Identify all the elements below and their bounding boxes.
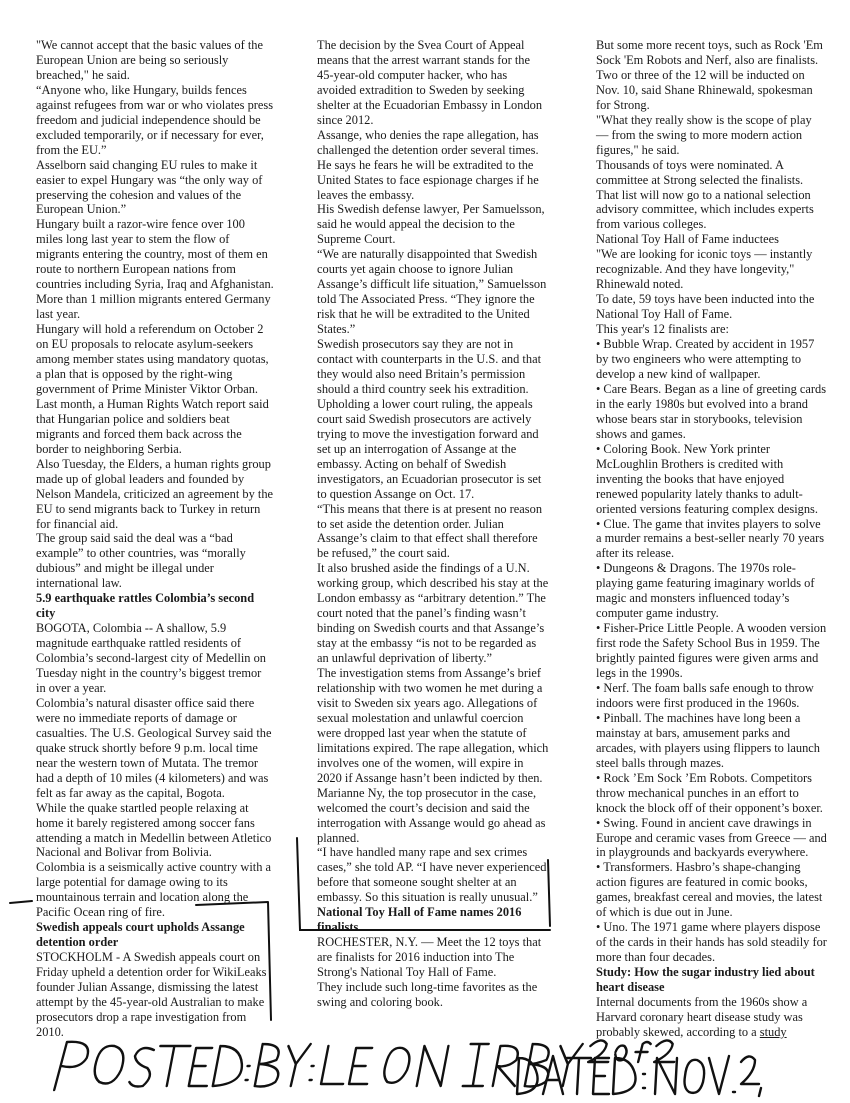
signature-date-scrawl xyxy=(515,1050,775,1100)
article-paragraph: Swedish prosecutors say they are not in contact with counterparts in the U.S. and that they would also need Britain’s permission should a third country seek his extradition. xyxy=(317,337,542,396)
article-paragraph: It also brushed aside the findings of a U.N. working group, which described his stay at the London embassy as “arbitrary detention.” The court noted that the panel’s finding wasn’t binding on Swedish courts and that Assange’s stay at the embassy “is not to be regarded as an unlawful deprivation of liberty.” xyxy=(317,561,549,666)
article-paragraph: Colombia is a seismically active country with a large potential for damage owing to its mountainous terrain and location along the Pacific Ocean ring of fire. xyxy=(36,860,272,920)
article-paragraph: The group said said the deal was a “bad example” to other countries, was “morally dubious” and might be illegal under international law. xyxy=(36,531,246,591)
article-column-2 xyxy=(317,38,549,1010)
article-paragraph: • Pinball. The machines have long been a mainstay at bars, amusement parks and arcades, with players using flippers to launch steel balls through mazes. xyxy=(596,710,820,770)
article-paragraph: But some more recent toys, such as Rock 'Em Sock 'Em Robots and Nerf, also are finalists. Two or three of the 12 will be inducted on Nov. 10, said Shane Rhinewald, spokesman for Strong. xyxy=(596,38,823,112)
article-headline: 5.9 earthquake rattles Colombia’s second city xyxy=(36,591,255,621)
article-paragraph: • Care Bears. Began as a line of greeting cards in the early 1980s but evolved into a brand whose bears star in storybooks, television shows and games. xyxy=(596,381,827,441)
article-paragraph: National Toy Hall of Fame inductees xyxy=(596,232,779,247)
article-headline: Study: How the sugar industry lied about heart disease xyxy=(596,965,815,995)
article-paragraph: "What they really show is the scope of play — from the swing to more modern action figures," he said. xyxy=(596,112,812,157)
article-headline: Swedish appeals court upholds Assange detention order xyxy=(36,920,245,950)
article-paragraph: Upholding a lower court ruling, the appeals court said Swedish prosecutors are actively trying to move the investigation forward and set up an interrogation of Assange at the embassy. Acting on behalf of Swedish investigators, an Ecuadorian prosecutor is set to question Assange on Oct. 17. xyxy=(317,396,542,501)
article-paragraph: To date, 59 toys have been inducted into the National Toy Hall of Fame. xyxy=(596,292,815,322)
article-column-3 xyxy=(596,38,827,1040)
article-paragraph: • Uno. The 1971 game where players dispose of the cards in their hands has sold steadily for more than four decades. xyxy=(596,920,827,965)
article-paragraph: Last month, a Human Rights Watch report said that Hungarian police and soldiers beat migrants and forced them back across the border to neighboring Serbia. xyxy=(36,396,269,456)
article-paragraph: • Fisher-Price Little People. A wooden version first rode the Safety School Bus in 1959. The brightly painted figures were given arms and legs in the 1990s. xyxy=(596,621,827,681)
article-paragraph: • Swing. Found in ancient cave drawings in Europe and ceramic vases from Greece — and in playgrounds and backyards everywhere. xyxy=(596,815,827,860)
article-paragraph: Colombia’s natural disaster office said there were no immediate reports of damage or casualties. The U.S. Geological Survey said the quake struck shortly before 9 p.m. local time near the western town of Mutata. The tremor had a depth of 10 miles (4 kilometers) and was felt as far away as the capital, Bogota. xyxy=(36,695,272,800)
article-paragraph: The investigation stems from Assange’s brief relationship with two women he met during a visit to Sweden six years ago. Allegations of sexual molestation and unlawful coercion were dropped last year when the statute of limitations expired. The rape allegation, which involves one of the women, will expire in 2020 if Assange hasn’t been indicted by then. xyxy=(317,666,549,785)
article-paragraph: Also Tuesday, the Elders, a human rights group made up of global leaders and founded by Nelson Mandela, criticized an agreement by the EU to send migrants back to Turkey in return for financial aid. xyxy=(36,456,274,531)
article-paragraph: While the quake startled people relaxing at home it barely registered among soccer fans attending a match in Medellin between Atletico Nacional and Bolivar from Bolivia. xyxy=(36,800,272,860)
article-paragraph: • Dungeons & Dragons. The 1970s role-playing game featuring imaginary worlds of magic and monsters influenced today’s computer game industry. xyxy=(596,561,815,621)
article-headline: National Toy Hall of Fame names 2016 finalists xyxy=(317,905,522,935)
article-column-1 xyxy=(36,38,274,1040)
article-paragraph: “I have handled many rape and sex crimes cases,” she told AP. “I have never experienced before that someone sought shelter at an embassy. So this situation is really unusual.” xyxy=(317,845,547,905)
article-paragraph: "We cannot accept that the basic values of the European Union are being so seriously breached," he said. xyxy=(36,38,263,82)
article-paragraph: • Rock ’Em Sock ’Em Robots. Competitors throw mechanical punches in an effort to knock the block off of their opponent’s boxer. xyxy=(596,770,823,815)
article-paragraph: • Coloring Book. New York printer McLoughlin Brothers is credited with inventing the books that have enjoyed renewed popularity lately thanks to adult-oriented versions featuring complex designs. xyxy=(596,441,818,516)
article-paragraph: Asselborn said changing EU rules to make it easier to expel Hungary was “the only way of preserving the cohesion and values of the European Union.” xyxy=(36,157,263,217)
article-paragraph: “Anyone who, like Hungary, builds fences against refugees from war or who violates press freedom and judicial independence should be excluded temporarily, or if necessary for ever, from the EU.” xyxy=(36,82,274,157)
article-paragraph: • Nerf. The foam balls safe enough to throw indoors were first produced in the 1960s. xyxy=(596,680,814,710)
article-paragraph: Hungary will hold a referendum on October 2 on EU proposals to relocate asylum-seekers among member states using mandatory quotas, a plan that is opposed by the right-wing government of Prime Minister Viktor Orban. xyxy=(36,322,269,396)
article-paragraph: STOCKHOLM - A Swedish appeals court on Friday upheld a detention order for WikiLeaks founder Julian Assange, dismissing the latest attempt by the 45-year-old Australian to make prosecutors drop a rape investigation from 2010. xyxy=(36,950,267,1039)
article-paragraph: “This means that there is at present no reason to set aside the detention order. Julian Assange’s claim to that effect shall therefore be refused,” the court said. xyxy=(317,501,543,561)
article-paragraph: This year's 12 finalists are: xyxy=(596,322,729,337)
article-paragraph: "We are looking for iconic toys — instantly recognizable. And they have longevity," Rhinewald noted. xyxy=(596,247,813,292)
article-paragraph: “We are naturally disappointed that Swedish courts yet again choose to ignore Julian Assange’s difficult life situation,” Samuelsson told The Associated Press. “They ignore the risk that he will be extradited to the United States.” xyxy=(317,247,547,337)
article-paragraph: • Transformers. Hasbro’s shape-changing action figures are featured in comic books, games, breakfast cereal and movies, the latest of which is due out in June. xyxy=(596,860,823,920)
article-paragraph: They include such long-time favorites as the swing and coloring book. xyxy=(317,980,538,1009)
article-paragraph: • Bubble Wrap. Created by accident in 1957 by two engineers who were attempting to develop a new kind of wallpaper. xyxy=(596,337,815,381)
article-paragraph: Marianne Ny, the top prosecutor in the case, welcomed the court’s decision and said the interrogation with Assange would go ahead as planned. xyxy=(317,785,546,845)
article-paragraph: His Swedish defense lawyer, Per Samuelsson, said he would appeal the decision to the Supreme Court. xyxy=(317,202,545,247)
article-paragraph: Assange, who denies the rape allegation, has challenged the detention order several times. He says he fears he will be extradited to the United States to face espionage charges if he leaves the embassy. xyxy=(317,127,539,202)
article-paragraph: BOGOTA, Colombia -- A shallow, 5.9 magnitude earthquake rattled residents of Colombia’s second-largest city of Medellin on Tuesday night in the country’s biggest tremor in over a year. xyxy=(36,621,266,695)
article-paragraph: • Clue. The game that invites players to solve a murder remains a best-seller nearly 70 years after its release. xyxy=(596,516,825,561)
study-link[interactable]: study xyxy=(759,1024,787,1039)
article-paragraph: Thousands of toys were nominated. A committee at Strong selected the finalists. That list will now go to a national selection advisory committee, which includes experts from various colleges. xyxy=(596,157,814,232)
article-paragraph: Internal documents from the 1960s show a Harvard coronary heart disease study was probably skewed, according to a study xyxy=(596,995,808,1039)
article-paragraph: ROCHESTER, N.Y. — Meet the 12 toys that are finalists for 2016 induction into The Strong's National Toy Hall of Fame. xyxy=(317,935,542,980)
article-paragraph: Hungary built a razor-wire fence over 100 miles long last year to stem the flow of migrants entering the country, most of them en route to northern European nations from countries including Syria, Iraq and Afghanistan. More than 1 million migrants entered Germany last year. xyxy=(36,217,274,322)
article-paragraph: The decision by the Svea Court of Appeal means that the arrest warrant stands for the 45-year-old computer hacker, who has avoided extradition to Sweden by seeking shelter at the Ecuadorian Embassy in London since 2012. xyxy=(317,38,543,127)
